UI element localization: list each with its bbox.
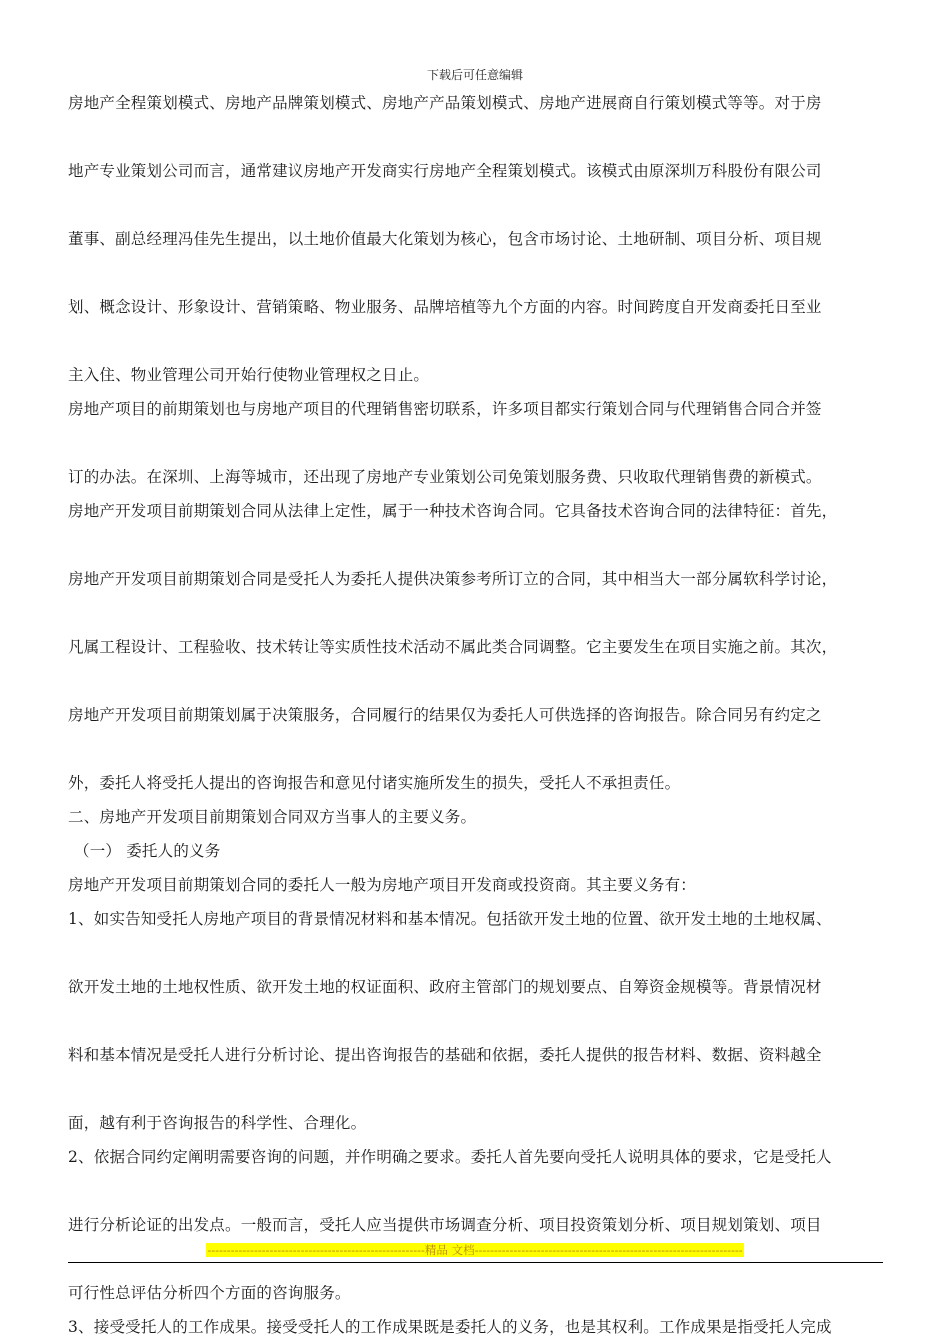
body-line: 外，委托人将受托人提出的咨询报告和意见付诸实施所发生的损失，受托人不承担责任。 [68,774,681,792]
page-header-note: 下载后可任意编辑 [426,68,523,82]
body-line: 董事、副总经理冯佳先生提出，以土地价值最大化策划为核心，包含市场讨论、土地研制、项目分析、项目规 [68,230,822,248]
body-line: 房地产项目的前期策划也与房地产项目的代理销售密切联系，许多项目都实行策划合同与代理销售合同合并签 [68,400,822,418]
body-line: 划、概念设计、形象设计、营销策略、物业服务、品牌培植等九个方面的内容。时间跨度自开发商委托日至业 [68,298,822,316]
list-item-3: 3、接受受托人的工作成果。接受受托人的工作成果既是委托人的义务，也是其权利。工作成果是指受托人完成 [68,1318,832,1336]
body-line: 可行性总评估分析四个方面的咨询服务。 [68,1284,351,1302]
body-line: 主入住、物业管理公司开始行使物业管理权之日止。 [68,366,430,384]
body-line: 地产专业策划公司而言，通常建议房地产开发商实行房地产全程策划模式。该模式由原深圳万科股份有限公司 [68,162,822,180]
body-line: 订的办法。在深圳、上海等城市，还出现了房地产专业策划公司免策划服务费、只收取代理销售费的新模式。 [68,468,822,486]
body-line: 房地产开发项目前期策划属于决策服务，合同履行的结果仅为委托人可供选择的咨询报告。除合同另有约定之 [68,706,822,724]
body-line: 料和基本情况是受托人进行分析讨论、提出咨询报告的基础和依据，委托人提供的报告材料、数据、资料越全 [68,1046,822,1064]
document-body [68,86,884,1344]
body-line: 房地产开发项目前期策划合同是受托人为委托人提供决策参考所订立的合同，其中相当大一部分属软科学讨论， [68,570,838,588]
body-line: 欲开发土地的土地权性质、欲开发土地的权证面积、政府主管部门的规划要点、自筹资金规模等。背景情况材 [68,978,822,996]
body-line: 凡属工程设计、工程验收、技术转让等实质性技术活动不属此类合同调整。它主要发生在项目实施之前。其次， [68,638,838,656]
body-line: 房地产开发项目前期策划合同的委托人一般为房地产项目开发商或投资商。其主要义务有： [68,876,697,894]
section-heading: 二、房地产开发项目前期策划合同双方当事人的主要义务。 [68,808,477,826]
footer-divider [68,1262,883,1263]
body-line: 房地产全程策划模式、房地产品牌策划模式、房地产产品策划模式、房地产进展商自行策划模式等等。对于房 [68,94,822,112]
footer-banner-text: --------------------------------------------------------精品 文档--------------------------------------------------------------------- [207,1243,743,1257]
list-item-1: 1、如实告知受托人房地产项目的背景情况材料和基本情况。包括欲开发土地的位置、欲开发土地的土地权属、 [68,910,832,928]
body-line: 面，越有利于咨询报告的科学性、合理化。 [68,1114,367,1132]
body-line: 房地产开发项目前期策划合同从法律上定性，属于一种技术咨询合同。它具备技术咨询合同的法律特征：首先， [68,502,838,520]
list-item-2: 2、依据合同约定阐明需要咨询的问题，并作明确之要求。委托人首先要向受托人说明具体的要求，它是受托人 [68,1148,832,1166]
footer-banner [0,1242,950,1258]
body-line: 进行分析论证的出发点。一般而言，受托人应当提供市场调查分析、项目投资策划分析、项目规划策划、项目 [68,1216,822,1234]
subsection-heading: （一） 委托人的义务 [74,842,221,860]
